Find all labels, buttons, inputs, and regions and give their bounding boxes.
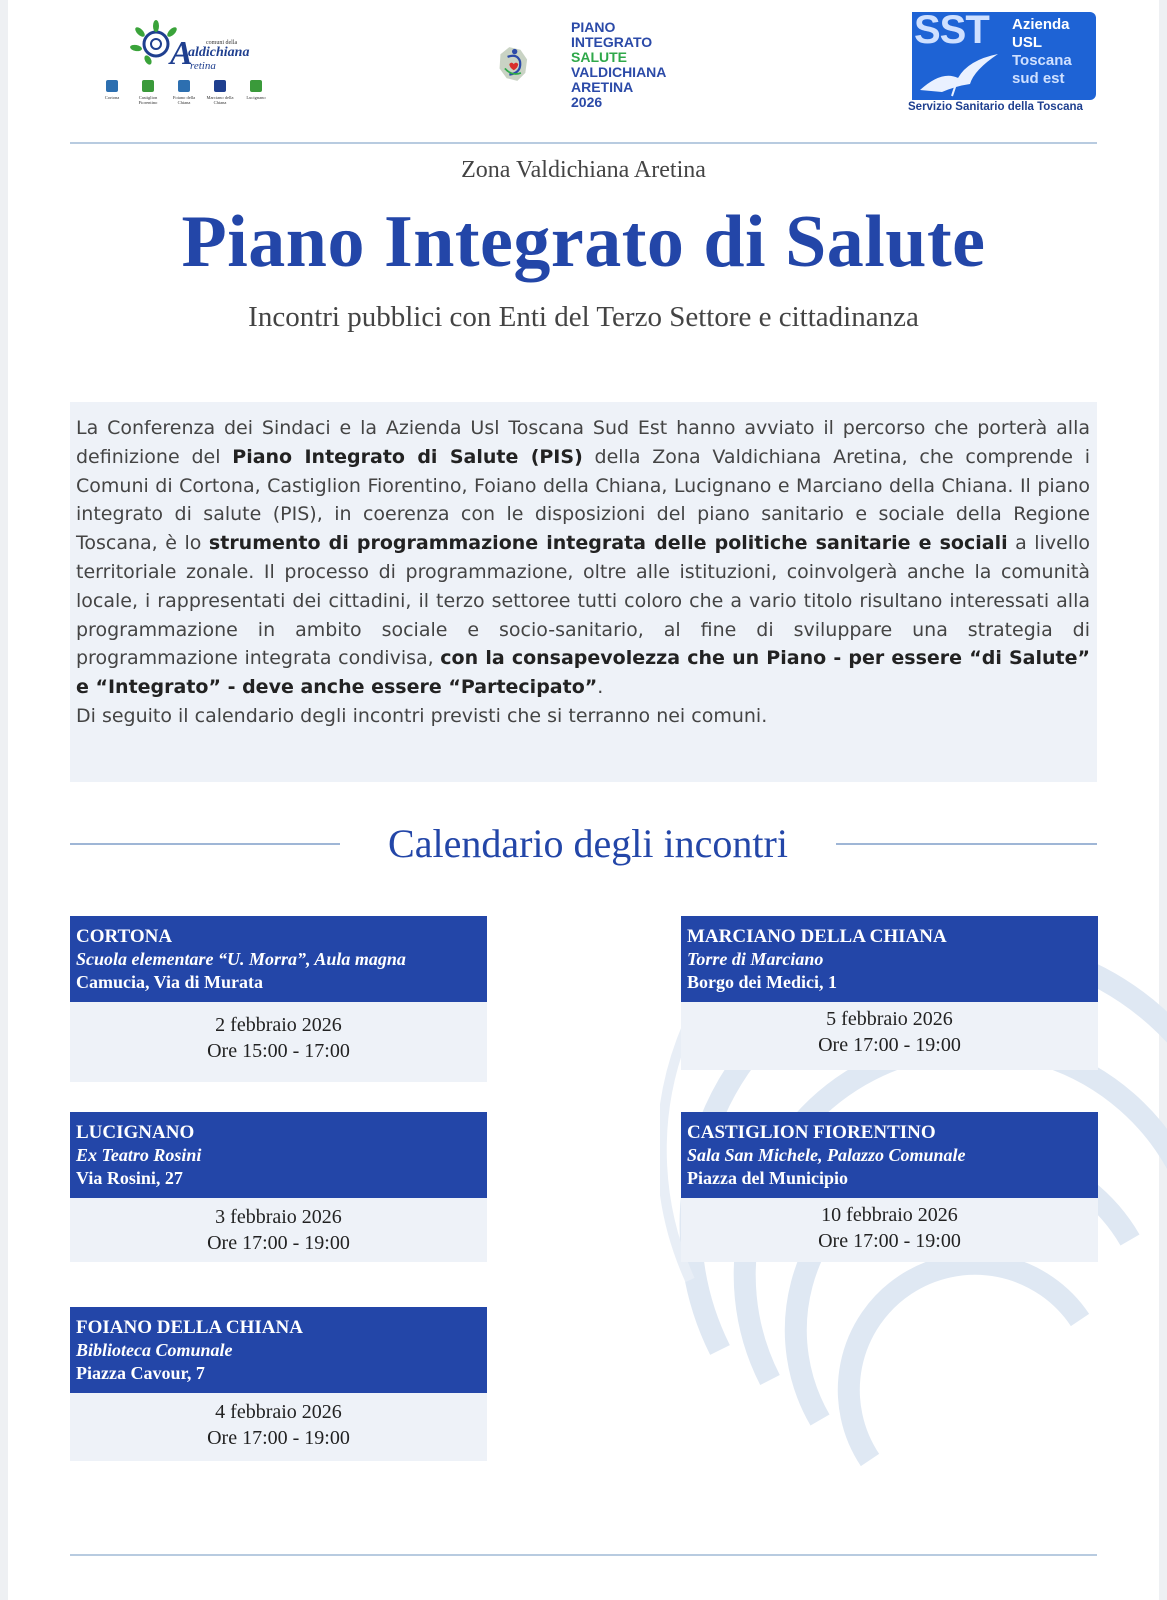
meeting-date: 3 febbraio 2026 (215, 1206, 342, 1228)
intro-bold-2: strumento di programmazione integrata delle politiche sanitarie e sociali (208, 532, 1008, 555)
meeting-card-header (681, 916, 1098, 1002)
intro-text-5: Di seguito il calendario degli incontri previsti che si terranno nei comuni. (76, 704, 768, 727)
svg-text:aldichiana: aldichiana (188, 45, 250, 60)
meeting-card-marciano (681, 916, 1098, 1070)
meeting-card-body (681, 1198, 1098, 1262)
meeting-venue: Sala San Michele, Palazzo Comunale (687, 1145, 966, 1165)
calendar-rule-left (70, 843, 340, 845)
meeting-city: MARCIANO DELLA CHIANA (687, 926, 947, 947)
meeting-card-foiano (70, 1307, 487, 1461)
svg-text:retina: retina (190, 60, 216, 72)
page-title: Piano Integrato di Salute (181, 201, 986, 283)
pis-logo-text (571, 20, 691, 110)
svg-text:A: A (170, 35, 193, 72)
meeting-address: Piazza Cavour, 7 (76, 1363, 205, 1383)
meeting-address: Borgo dei Medici, 1 (687, 972, 837, 992)
calendar-title: Calendario degli incontri (388, 821, 788, 866)
intro-bold-1: Piano Integrato di Salute (PIS) (232, 445, 583, 468)
meeting-card-header (70, 916, 487, 1002)
bottom-divider (70, 1554, 1097, 1556)
svg-text:Fiorentino: Fiorentino (138, 100, 158, 105)
valdichiana-logo (100, 16, 290, 106)
meeting-venue: Ex Teatro Rosini (76, 1145, 202, 1165)
meeting-date: 5 febbraio 2026 (826, 1008, 953, 1030)
meeting-date: 2 febbraio 2026 (215, 1014, 342, 1036)
meeting-card-header (681, 1112, 1098, 1198)
sst-caption: Servizio Sanitario della Toscana (908, 101, 1083, 113)
meeting-card-body (70, 1393, 487, 1461)
svg-text:Foiano della: Foiano della (172, 95, 196, 100)
svg-text:Marciano della: Marciano della (206, 95, 234, 100)
meeting-card-body (681, 1002, 1098, 1070)
meeting-city: FOIANO DELLA CHIANA (76, 1317, 303, 1338)
meeting-card-castiglion (681, 1112, 1098, 1262)
meeting-date: 10 febbraio 2026 (821, 1204, 958, 1226)
meeting-time: Ore 17:00 - 19:00 (818, 1034, 961, 1056)
pis-logo-line5: ARETINA (571, 79, 634, 95)
zona-heading: Zona Valdichiana Aretina (461, 157, 706, 183)
page-subtitle: Incontri pubblici con Enti del Terzo Settore e cittadinanza (248, 301, 919, 333)
svg-text:Cortona: Cortona (104, 95, 120, 100)
meeting-address: Via Rosini, 27 (76, 1168, 183, 1188)
meeting-time: Ore 17:00 - 19:00 (818, 1230, 961, 1252)
meeting-venue: Torre di Marciano (687, 949, 824, 969)
top-divider (70, 142, 1097, 144)
pis-logo-line3: SALUTE (571, 49, 627, 65)
meeting-city: LUCIGNANO (76, 1122, 195, 1143)
intro-text-2: della Zona Valdichiana Aretina, che comprende i Comuni di Cortona, Castiglion Fiorentino, Foiano della Chiana, Lucignano e Marciano della Chiana. Il piano integrato di salute (PIS), in coerenza con le disposizioni del piano sanitario e sociale della Regione Toscana, è lo (76, 445, 1090, 555)
pis-logo-line6: 2026 (571, 94, 603, 110)
meeting-card-header (70, 1307, 487, 1393)
meeting-time: Ore 15:00 - 17:00 (207, 1040, 350, 1062)
meeting-card-body (70, 1002, 487, 1082)
meeting-venue: Scuola elementare “U. Morra”, Aula magna (76, 949, 406, 969)
pis-logo-line4: VALDICHIANA (571, 64, 667, 80)
usl-azienda: Azienda (1012, 16, 1070, 33)
pis-logo-mark (496, 14, 576, 114)
meeting-venue: Biblioteca Comunale (76, 1340, 233, 1360)
meeting-card-body (70, 1198, 487, 1262)
intro-text-1: La Conferenza dei Sindaci e la Azienda Usl Toscana Sud Est hanno avviato il percorso che porterà alla definizione del (76, 417, 1090, 468)
svg-text:comuni della: comuni della (206, 40, 238, 46)
meeting-city: CASTIGLION FIORENTINO (687, 1122, 936, 1143)
intro-bold-3: con la consapevolezza che un Piano - per essere “di Salute” e “Integrato” - deve anche essere “Partecipato” (76, 647, 1091, 699)
intro-text-3: a livello territoriale zonale. Il processo di programmazione, oltre alle istituzioni, coinvolgerà anche la comunità locale, i rappresentati dei cittadini, il terzo settoree tutti coloro che a vario titolo risultano interessati alla programmazione in ambito sociale e socio-sanitario, al fine di sviluppare una strategia di programmazione integrata condivisa, (76, 532, 1090, 670)
meeting-address: Piazza del Municipio (687, 1168, 848, 1188)
usl-sud-est: sud est (1012, 70, 1065, 87)
intro-text-4: . (597, 676, 604, 699)
meeting-date: 4 febbraio 2026 (215, 1401, 342, 1423)
usl-usl: USL (1012, 34, 1042, 51)
meeting-card-lucignano (70, 1112, 487, 1262)
calendar-rule-right (836, 843, 1097, 845)
meeting-card-cortona (70, 916, 487, 1082)
svg-text:Chiana: Chiana (213, 100, 227, 105)
meeting-time: Ore 17:00 - 19:00 (207, 1427, 350, 1449)
meeting-time: Ore 17:00 - 19:00 (207, 1232, 350, 1254)
pis-logo-line2: INTEGRATO (571, 34, 653, 50)
usl-toscana: Toscana (1012, 52, 1072, 69)
usl-logo-text (1012, 16, 1096, 88)
sst-wordmark: SST (914, 8, 989, 52)
meeting-city: CORTONA (76, 926, 173, 947)
svg-text:Castiglion: Castiglion (138, 95, 158, 100)
meeting-card-header (70, 1112, 487, 1198)
svg-text:Chiana: Chiana (177, 100, 191, 105)
svg-text:Lucignano: Lucignano (246, 95, 266, 100)
pis-logo-line1: PIANO (571, 19, 616, 35)
intro-paragraph (76, 414, 1090, 731)
meeting-address: Camucia, Via di Murata (76, 972, 263, 992)
